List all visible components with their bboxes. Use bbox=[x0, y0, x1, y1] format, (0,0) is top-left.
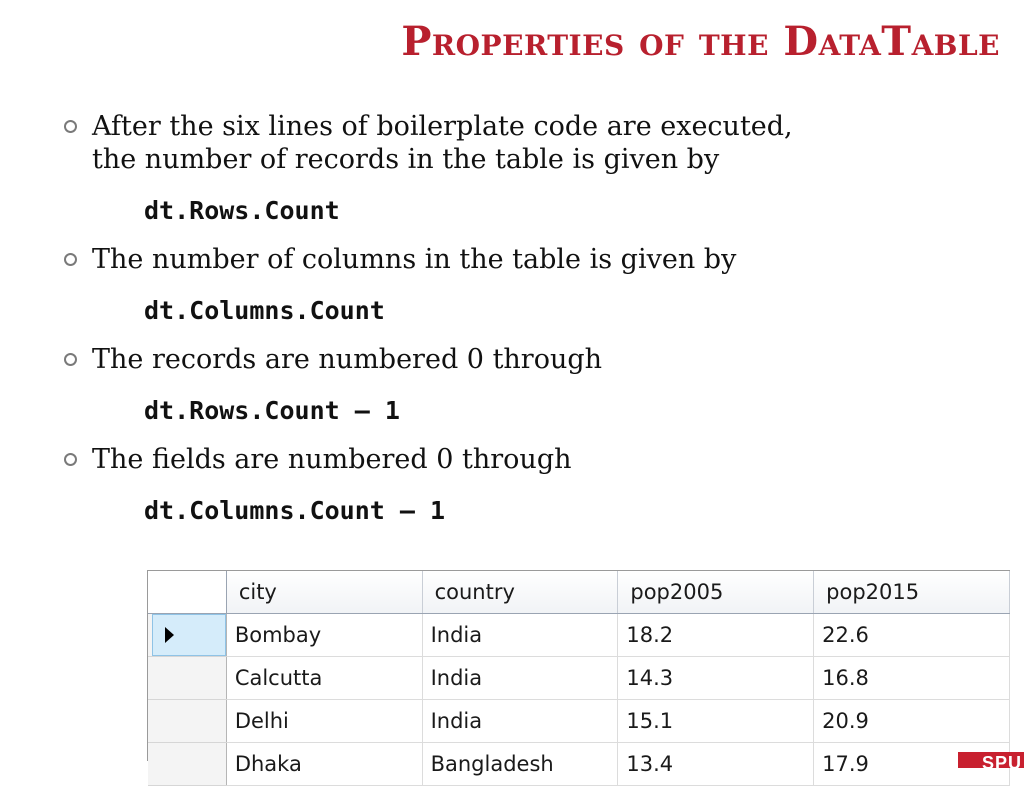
bullet-text: The records are numbered 0 through bbox=[92, 344, 603, 375]
row-header[interactable] bbox=[148, 700, 226, 743]
table-cell[interactable]: 14.3 bbox=[618, 657, 814, 700]
table-cell[interactable]: 16.8 bbox=[814, 657, 1010, 700]
table-cell[interactable]: 22.6 bbox=[814, 614, 1010, 657]
circle-bullet-icon bbox=[64, 120, 77, 133]
bullet-text: the number of records in the table is given by bbox=[92, 144, 720, 175]
bullet-text: After the six lines of boilerplate code are executed, bbox=[92, 111, 793, 142]
code-snippet: dt.Rows.Count – 1 bbox=[144, 396, 400, 425]
circle-bullet-icon bbox=[64, 453, 77, 466]
code-snippet: dt.Rows.Count bbox=[144, 196, 340, 225]
table-cell[interactable]: Calcutta bbox=[226, 657, 422, 700]
logo-text: SPU bbox=[981, 753, 1022, 773]
slide-title: Properties of the DataTable bbox=[401, 18, 1000, 65]
table-cell[interactable]: India bbox=[422, 700, 618, 743]
table-cell[interactable]: 13.4 bbox=[618, 743, 814, 786]
code-snippet: dt.Columns.Count – 1 bbox=[144, 496, 446, 525]
bullet-text: The number of columns in the table is given by bbox=[92, 244, 737, 275]
table-cell[interactable]: 18.2 bbox=[618, 614, 814, 657]
bullet-item bbox=[64, 443, 964, 476]
table-cell[interactable]: India bbox=[422, 614, 618, 657]
table-cell[interactable]: 20.9 bbox=[814, 700, 1010, 743]
bullet-list bbox=[64, 110, 964, 543]
row-header[interactable] bbox=[148, 657, 226, 700]
data-grid-table bbox=[148, 571, 1010, 786]
table-cell[interactable]: Bombay bbox=[226, 614, 422, 657]
table-cell[interactable]: Bangladesh bbox=[422, 743, 618, 786]
table-row[interactable] bbox=[148, 614, 1010, 657]
column-header-city[interactable]: city bbox=[226, 571, 422, 614]
table-cell[interactable]: Delhi bbox=[226, 700, 422, 743]
column-header-pop2005[interactable]: pop2005 bbox=[618, 571, 814, 614]
table-row[interactable] bbox=[148, 743, 1010, 786]
circle-bullet-icon bbox=[64, 253, 77, 266]
table-cell[interactable]: 15.1 bbox=[618, 700, 814, 743]
table-row[interactable] bbox=[148, 700, 1010, 743]
grid-corner-cell[interactable] bbox=[148, 571, 226, 614]
column-header-country[interactable]: country bbox=[422, 571, 618, 614]
university-logo bbox=[958, 752, 1024, 773]
current-row-pointer-icon bbox=[165, 627, 174, 643]
circle-bullet-icon bbox=[64, 353, 77, 366]
bullet-item bbox=[64, 110, 964, 176]
row-header-selected bbox=[152, 614, 226, 656]
table-cell[interactable]: 17.9 bbox=[814, 743, 1010, 786]
bullet-text: The fields are numbered 0 through bbox=[92, 444, 572, 475]
table-row[interactable] bbox=[148, 657, 1010, 700]
column-header-pop2015[interactable]: pop2015 bbox=[814, 571, 1010, 614]
grid-header-row bbox=[148, 571, 1010, 614]
code-snippet: dt.Columns.Count bbox=[144, 296, 385, 325]
bullet-item bbox=[64, 243, 964, 276]
row-header[interactable] bbox=[148, 614, 226, 657]
table-cell[interactable]: Dhaka bbox=[226, 743, 422, 786]
bullet-item bbox=[64, 343, 964, 376]
table-cell[interactable]: India bbox=[422, 657, 618, 700]
row-header[interactable] bbox=[148, 743, 226, 786]
